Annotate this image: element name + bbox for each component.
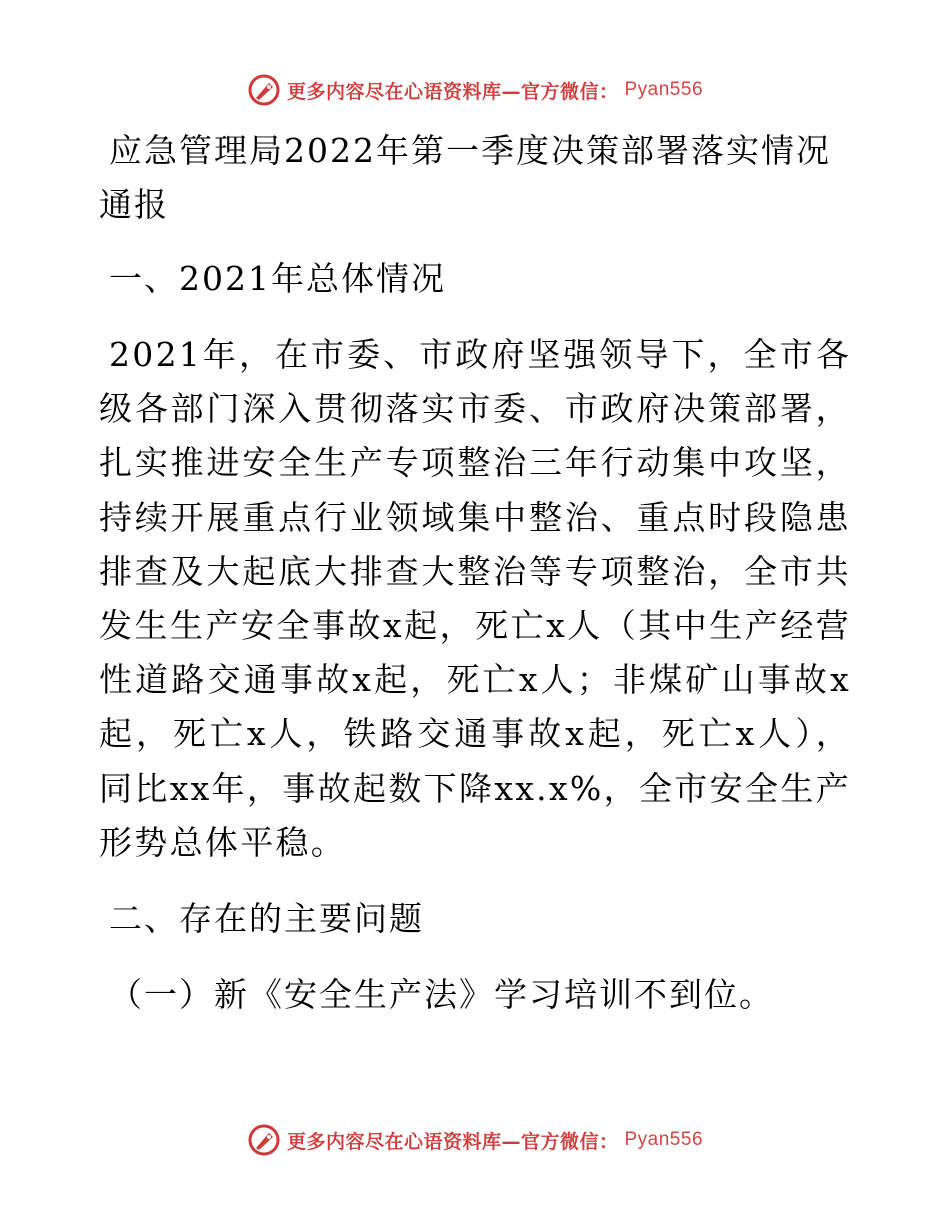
pen-nib-logo-icon [247,1123,281,1157]
section-paragraph-overview: 2021年，在市委、市政府坚强领导下，全市各级各部门深入贯彻落实市委、市政府决策部署，扎实推进安全生产专项整治三年行动集中攻坚，持续开展重点行业领域集中整治、重点时段隐患排查及大起底大排查大整治等专项整治，全市共发生生产安全事故x起，死亡x人（其中生产经营性道路交通事故x起，死亡x人；非煤矿山事故x起，死亡x人，铁路交通事故x起，死亡x人），同比xx年，事故起数下降xx.x%，全市安全生产形势总体平稳。 [99,335,851,862]
document-body [99,124,851,1022]
document-title: 应急管理局2022年第一季度决策部署落实情况通报 [99,131,831,224]
subsection-heading-training: （一）新《安全生产法》学习培训不到位。 [109,975,774,1015]
banner-text: 更多内容尽在心语资料库—官方微信： [286,1130,619,1153]
banner-wechat-id: Pyan556 [624,79,704,100]
banner-wechat-id: Pyan556 [624,1129,704,1150]
section-heading-problems: 二、存在的主要问题 [109,899,424,939]
header-watermark-banner [0,70,950,110]
pen-nib-logo-icon [247,73,281,107]
footer-watermark-banner [0,1120,950,1160]
section-heading-overview: 一、2021年总体情况 [109,259,446,298]
banner-text: 更多内容尽在心语资料库—官方微信： [286,80,619,103]
